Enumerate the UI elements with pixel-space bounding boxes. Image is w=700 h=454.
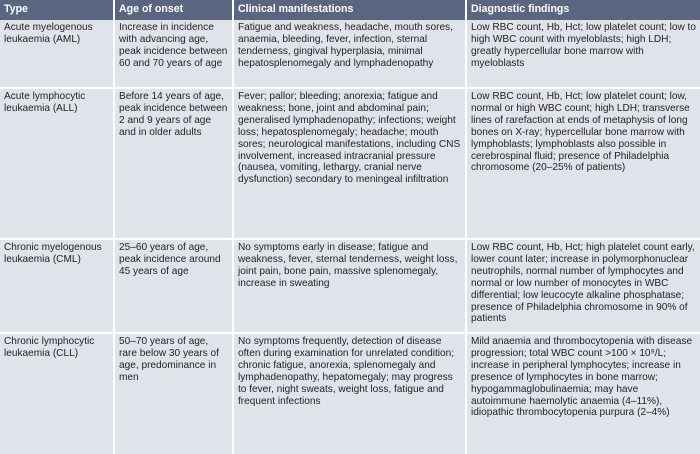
cell-clinical-manifestations: Fatigue and weakness, headache, mouth sores, anaemia, bleeding, fever, infection, sternal tenderness, gingival hyperplasia, minimal hepatosplenomegaly and lymphadenopathy bbox=[233, 20, 466, 88]
table-body bbox=[0, 20, 700, 454]
cell-clinical-manifestations: Fever; pallor; bleeding; anorexia; fatigue and weakness; bone, joint and abdominal pain; generalised lymphadenopathy; infections; weight loss; hepatosplenomegaly; headache; mouth sores; neurological manifestations, including CNS involvement, increased intracranial pressure (nausea, vomiting, lethargy, cranial nerve dysfunction) secondary to meningeal infiltration bbox=[233, 88, 466, 239]
cell-age-of-onset: 50–70 years of age, rare below 30 years of age, predominance in men bbox=[114, 333, 233, 454]
cell-age-of-onset: Increase in incidence with advancing age, peak incidence between 60 and 70 years of age bbox=[114, 20, 233, 88]
table-header bbox=[0, 0, 700, 20]
header-age-of-onset: Age of onset bbox=[114, 0, 233, 20]
table-row-aml bbox=[0, 20, 700, 88]
cell-age-of-onset: Before 14 years of age, peak incidence between 2 and 9 years of age and in older adults bbox=[114, 88, 233, 239]
cell-type: Acute myelogenous leukaemia (AML) bbox=[0, 20, 114, 88]
table-row-cll bbox=[0, 333, 700, 454]
table-row-all bbox=[0, 88, 700, 239]
cell-diagnostic-findings: Mild anaemia and thrombocytopenia with disease progression; total WBC count >100 × 10⁹/L; increase in peripheral lymphocytes; increase in presence of lymphocytes in bone marrow; hypogammaglobulinaemia; may have autoimmune haemolytic anaemia (4–11%), idiopathic thrombocytopenia purpura (2–4%) bbox=[466, 333, 700, 454]
header-type: Type bbox=[0, 0, 114, 20]
header-diagnostic-findings: Diagnostic findings bbox=[466, 0, 700, 20]
header-clinical-manifestations: Clinical manifestations bbox=[233, 0, 466, 20]
cell-type: Acute lymphocytic leukaemia (ALL) bbox=[0, 88, 114, 239]
cell-diagnostic-findings: Low RBC count, Hb, Hct; low platelet count; low to high WBC count with myeloblasts; high LDH; greatly hypercellular bone marrow with myeloblasts bbox=[466, 20, 700, 88]
cell-clinical-manifestations: No symptoms early in disease; fatigue and weakness, fever, sternal tenderness, weight loss, joint pain, bone pain, massive splenomegaly, increase in sweating bbox=[233, 239, 466, 333]
cell-diagnostic-findings: Low RBC count, Hb, Hct; low platelet count; low, normal or high WBC count; high LDH; transverse lines of rarefaction at ends of metaphysis of long bones on X-ray; hypercellular bone marrow with lymphoblasts; lymphoblasts also possible in cerebrospinal fluid; presence of Philadelphia chromosome (20–25% of patients) bbox=[466, 88, 700, 239]
cell-diagnostic-findings: Low RBC count, Hb, Hct; high platelet count early, lower count later; increase in polymorphonuclear neutrophils, normal number of lymphocytes and normal or low number of monocytes in WBC differential; low leucocyte alkaline phosphatase; presence of Philadelphia chromosome in 90% of patients bbox=[466, 239, 700, 333]
cell-clinical-manifestations: No symptoms frequently, detection of disease often during examination for unrelated condition; chronic fatigue, anorexia, splenomegaly and lymphadenopathy, hepatomegaly; may progress to fever, night sweats, weight loss, fatigue and frequent infections bbox=[233, 333, 466, 454]
cell-age-of-onset: 25–60 years of age, peak incidence around 45 years of age bbox=[114, 239, 233, 333]
cell-type: Chronic myelogenous leukaemia (CML) bbox=[0, 239, 114, 333]
table-row-cml bbox=[0, 239, 700, 333]
cell-type: Chronic lymphocytic leukaemia (CLL) bbox=[0, 333, 114, 454]
header-row bbox=[0, 0, 700, 20]
